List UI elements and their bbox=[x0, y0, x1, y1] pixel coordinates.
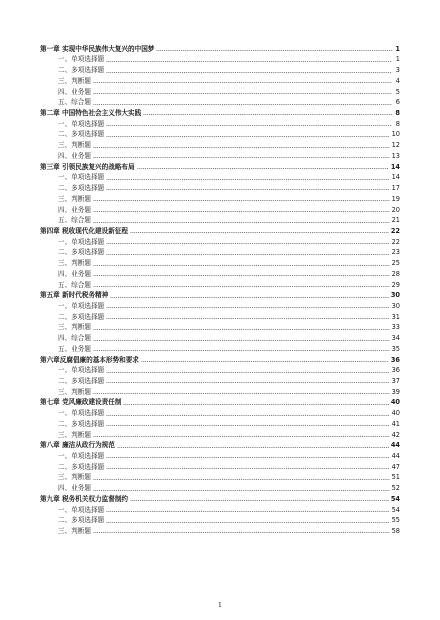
toc-chapter-entry-page: 22 bbox=[390, 226, 400, 235]
dot-leader bbox=[93, 211, 390, 212]
toc-section-entry-page: 19 bbox=[391, 194, 400, 203]
toc-section-entry-page: 52 bbox=[391, 484, 400, 493]
toc-section-entry[interactable] bbox=[40, 342, 400, 353]
toc-chapter-entry-label: 第四章 税收现代化建设新征程 bbox=[40, 226, 129, 235]
toc-section-entry-label: 五、综合题 bbox=[58, 98, 91, 107]
toc-section-entry-label: 四、综合题 bbox=[58, 334, 91, 343]
dot-leader bbox=[93, 286, 390, 287]
toc-section-entry-label: 四、业务题 bbox=[58, 269, 91, 278]
toc-section-entry[interactable] bbox=[40, 117, 400, 128]
toc-section-entry[interactable] bbox=[40, 417, 400, 428]
dot-leader bbox=[93, 350, 390, 351]
toc-section-entry[interactable] bbox=[40, 503, 400, 514]
dot-leader bbox=[117, 447, 389, 448]
toc-section-entry[interactable] bbox=[40, 63, 400, 74]
toc-section-entry-page: 35 bbox=[391, 344, 400, 353]
dot-leader bbox=[130, 500, 389, 501]
toc-section-entry-label: 二、多项选择题 bbox=[58, 377, 105, 385]
toc-section-entry[interactable] bbox=[40, 471, 400, 482]
toc-section-entry[interactable] bbox=[40, 149, 400, 160]
toc-section-entry-label: 一、单项选择题 bbox=[58, 301, 105, 310]
toc-section-entry-page: 41 bbox=[391, 419, 400, 428]
toc-section-entry-label: 二、多项选择题 bbox=[58, 184, 105, 193]
dot-leader bbox=[93, 436, 390, 437]
dot-leader bbox=[143, 114, 392, 115]
toc-section-entry-label: 一、单项选择题 bbox=[58, 119, 105, 128]
toc-section-entry-page: 36 bbox=[391, 366, 400, 375]
toc-section-entry-page: 39 bbox=[391, 387, 400, 396]
toc-section-entry-page: 12 bbox=[391, 141, 400, 150]
toc-section-entry-page: 10 bbox=[391, 130, 400, 139]
toc-section-entry-label: 四、业务题 bbox=[58, 87, 91, 96]
toc-section-entry-page: 31 bbox=[391, 312, 400, 321]
toc-section-entry-label: 三、判断题 bbox=[58, 76, 91, 85]
dot-leader bbox=[93, 82, 392, 83]
toc-section-entry-label: 三、判断题 bbox=[58, 259, 91, 268]
toc-section-entry-page: 34 bbox=[391, 334, 400, 343]
toc-section-entry[interactable] bbox=[40, 256, 400, 267]
toc-section-entry[interactable] bbox=[40, 449, 400, 460]
dot-leader bbox=[93, 157, 390, 158]
toc-section-entry[interactable] bbox=[40, 246, 400, 257]
dot-leader bbox=[93, 104, 392, 105]
toc-section-entry-label: 三、判断题 bbox=[58, 387, 91, 396]
toc-chapter-entry[interactable] bbox=[40, 224, 400, 235]
toc-chapter-entry-page: 40 bbox=[390, 398, 400, 407]
toc-chapter-entry-label: 第六章反腐倡廉的基本形势和要求 bbox=[40, 355, 139, 364]
dot-leader bbox=[130, 232, 389, 233]
dot-leader bbox=[123, 404, 388, 405]
toc-section-entry-page: 33 bbox=[391, 323, 400, 332]
page-number: 1 bbox=[217, 601, 223, 609]
toc-section-entry[interactable] bbox=[40, 514, 400, 525]
dot-leader bbox=[110, 297, 389, 298]
dot-leader bbox=[93, 200, 390, 201]
dot-leader bbox=[106, 243, 389, 244]
dot-leader bbox=[106, 522, 389, 523]
toc-section-entry-label: 一、单项选择题 bbox=[58, 409, 105, 418]
toc-section-entry-page: 8 bbox=[395, 119, 400, 128]
dot-leader bbox=[93, 329, 390, 330]
toc-section-entry-label: 一、单项选择题 bbox=[58, 237, 105, 246]
toc-section-entry[interactable] bbox=[40, 53, 400, 64]
toc-section-entry-label: 三、判断题 bbox=[58, 430, 91, 439]
toc-section-entry-page: 58 bbox=[391, 527, 400, 536]
toc-section-entry-page: 20 bbox=[391, 205, 400, 214]
toc-section-entry-page: 30 bbox=[391, 301, 400, 310]
toc-section-entry[interactable] bbox=[40, 235, 400, 246]
dot-leader bbox=[106, 72, 392, 73]
toc-section-entry-page: 13 bbox=[391, 151, 400, 160]
toc-section-entry-page: 4 bbox=[395, 76, 400, 85]
toc-section-entry[interactable] bbox=[40, 321, 400, 332]
toc-section-entry[interactable] bbox=[40, 385, 400, 396]
toc-chapter-entry-page: 8 bbox=[395, 109, 400, 118]
toc-section-entry[interactable] bbox=[40, 481, 400, 492]
dot-leader bbox=[106, 425, 389, 426]
toc-chapter-entry[interactable] bbox=[40, 289, 400, 300]
toc-section-entry[interactable] bbox=[40, 214, 400, 225]
dot-leader bbox=[106, 189, 389, 190]
dot-leader bbox=[93, 222, 390, 223]
toc-section-entry-page: 25 bbox=[391, 259, 400, 268]
toc-chapter-entry-label: 第一章 实现中华民族伟大复兴的中国梦 bbox=[40, 44, 155, 53]
toc-section-entry-page: 3 bbox=[395, 66, 400, 75]
toc-chapter-entry-page: 14 bbox=[390, 162, 400, 171]
toc-section-entry-page: 23 bbox=[391, 248, 400, 257]
toc-chapter-entry[interactable] bbox=[40, 160, 400, 171]
toc-chapter-entry[interactable] bbox=[40, 42, 400, 53]
toc-chapter-entry[interactable] bbox=[40, 353, 400, 364]
toc-chapter-entry-label: 第九章 税务机关权力监督制约 bbox=[40, 494, 129, 503]
dot-leader bbox=[93, 479, 390, 480]
toc-chapter-entry-page: 1 bbox=[395, 44, 400, 53]
dot-leader bbox=[106, 179, 389, 180]
toc-section-entry-label: 二、多项选择题 bbox=[58, 130, 105, 139]
toc-section-entry[interactable] bbox=[40, 203, 400, 214]
dot-leader bbox=[106, 468, 389, 469]
toc-section-entry-page: 42 bbox=[391, 430, 400, 439]
dot-leader bbox=[106, 318, 389, 319]
toc-section-entry[interactable] bbox=[40, 192, 400, 203]
toc-section-entry[interactable] bbox=[40, 310, 400, 321]
dot-leader bbox=[106, 254, 389, 255]
toc-section-entry-page: 40 bbox=[391, 409, 400, 418]
toc-chapter-entry-label: 第五章 新时代税务精神 bbox=[40, 291, 109, 300]
toc-section-entry[interactable] bbox=[40, 364, 400, 375]
toc-section-entry-label: 三、判断题 bbox=[58, 194, 91, 203]
toc-section-entry-label: 一、单项选择题 bbox=[58, 505, 105, 514]
toc-section-entry-label: 五、综合题 bbox=[58, 216, 91, 225]
toc-chapter-entry[interactable] bbox=[40, 396, 400, 407]
toc-section-entry-label: 二、多项选择题 bbox=[58, 462, 105, 471]
dot-leader bbox=[156, 50, 392, 51]
toc-section-entry-page: 37 bbox=[391, 377, 400, 385]
toc-section-entry-page: 14 bbox=[391, 173, 400, 182]
dot-leader bbox=[106, 136, 389, 137]
toc-chapter-entry-page: 44 bbox=[390, 441, 400, 450]
dot-leader bbox=[106, 125, 392, 126]
toc-section-entry[interactable] bbox=[40, 299, 400, 310]
dot-leader bbox=[106, 382, 389, 383]
toc-section-entry-label: 五、综合题 bbox=[58, 280, 91, 289]
toc-section-entry-label: 一、单项选择题 bbox=[58, 366, 105, 375]
toc-section-entry-page: 51 bbox=[391, 473, 400, 482]
toc-section-entry[interactable] bbox=[40, 181, 400, 192]
toc-section-entry-label: 四、业务题 bbox=[58, 151, 91, 160]
toc-section-entry[interactable] bbox=[40, 374, 400, 385]
dot-leader bbox=[141, 361, 389, 362]
dot-leader bbox=[93, 275, 390, 276]
toc-section-entry-label: 五、业务题 bbox=[58, 344, 91, 353]
toc-chapter-entry[interactable] bbox=[40, 439, 400, 450]
toc-chapter-entry-page: 30 bbox=[390, 291, 400, 300]
dot-leader bbox=[93, 340, 390, 341]
toc-chapter-entry-page: 36 bbox=[390, 355, 400, 364]
dot-leader bbox=[93, 147, 390, 148]
toc-section-entry-page: 22 bbox=[391, 237, 400, 246]
dot-leader bbox=[106, 61, 392, 62]
toc-section-entry-page: 54 bbox=[391, 505, 400, 514]
dot-leader bbox=[93, 393, 390, 394]
toc-section-entry-label: 四、业务题 bbox=[58, 484, 91, 493]
toc-section-entry[interactable] bbox=[40, 267, 400, 278]
toc-section-entry[interactable] bbox=[40, 278, 400, 289]
toc-section-entry-page: 28 bbox=[391, 269, 400, 278]
toc-section-entry[interactable] bbox=[40, 85, 400, 96]
toc-section-entry-label: 二、多项选择题 bbox=[58, 248, 105, 257]
toc-section-entry-page: 17 bbox=[391, 184, 400, 193]
toc-section-entry-page: 1 bbox=[395, 55, 400, 64]
toc-section-entry-label: 二、多项选择题 bbox=[58, 419, 105, 428]
toc-section-entry-page: 29 bbox=[391, 280, 400, 289]
dot-leader bbox=[106, 511, 389, 512]
toc-section-entry-label: 一、单项选择题 bbox=[58, 173, 105, 182]
toc-section-entry-page: 44 bbox=[391, 452, 400, 461]
toc-section-entry-label: 四、业务题 bbox=[58, 205, 91, 214]
toc-chapter-entry[interactable] bbox=[40, 106, 400, 117]
toc-section-entry[interactable] bbox=[40, 74, 400, 85]
dot-leader bbox=[93, 265, 390, 266]
toc-section-entry-label: 一、单项选择题 bbox=[58, 55, 105, 64]
dot-leader bbox=[93, 532, 390, 533]
toc-chapter-entry-page: 54 bbox=[390, 494, 400, 503]
toc-section-entry-label: 二、多项选择题 bbox=[58, 516, 105, 525]
dot-leader bbox=[106, 372, 389, 373]
toc-section-entry-page: 47 bbox=[391, 462, 400, 471]
toc-section-entry[interactable] bbox=[40, 128, 400, 139]
toc-section-entry[interactable] bbox=[40, 331, 400, 342]
toc-section-entry[interactable] bbox=[40, 138, 400, 149]
toc-section-entry[interactable] bbox=[40, 96, 400, 107]
toc-section-entry-label: 三、判断题 bbox=[58, 323, 91, 332]
toc-section-entry-label: 三、判断题 bbox=[58, 527, 91, 536]
dot-leader bbox=[93, 490, 390, 491]
dot-leader bbox=[106, 415, 389, 416]
toc-chapter-entry-label: 第八章 廉洁从政行为规范 bbox=[40, 441, 115, 450]
toc-section-entry-label: 三、判断题 bbox=[58, 141, 91, 150]
toc-section-entry[interactable] bbox=[40, 524, 400, 535]
toc-chapter-entry-label: 第三章 引领民族复兴的战略布局 bbox=[40, 162, 135, 171]
toc-section-entry-page: 55 bbox=[391, 516, 400, 525]
toc-chapter-entry-label: 第二章 中国特色社会主义伟大实践 bbox=[40, 109, 142, 118]
toc-section-entry-label: 一、单项选择题 bbox=[58, 452, 105, 461]
dot-leader bbox=[137, 168, 389, 169]
table-of-contents bbox=[40, 42, 400, 535]
toc-section-entry[interactable] bbox=[40, 406, 400, 417]
toc-chapter-entry-label: 第七章 党风廉政建设责任制 bbox=[40, 398, 122, 407]
dot-leader bbox=[106, 457, 389, 458]
toc-section-entry-label: 二、多项选择题 bbox=[58, 66, 105, 75]
toc-section-entry-page: 21 bbox=[391, 216, 400, 225]
toc-section-entry-label: 二、多项选择题 bbox=[58, 312, 105, 321]
toc-section-entry[interactable] bbox=[40, 460, 400, 471]
toc-section-entry[interactable] bbox=[40, 171, 400, 182]
toc-chapter-entry[interactable] bbox=[40, 492, 400, 503]
toc-section-entry-page: 6 bbox=[395, 98, 400, 107]
dot-leader bbox=[93, 93, 392, 94]
dot-leader bbox=[106, 307, 389, 308]
toc-section-entry-label: 三、判断题 bbox=[58, 473, 91, 482]
toc-section-entry[interactable] bbox=[40, 428, 400, 439]
toc-section-entry-page: 5 bbox=[395, 87, 400, 96]
